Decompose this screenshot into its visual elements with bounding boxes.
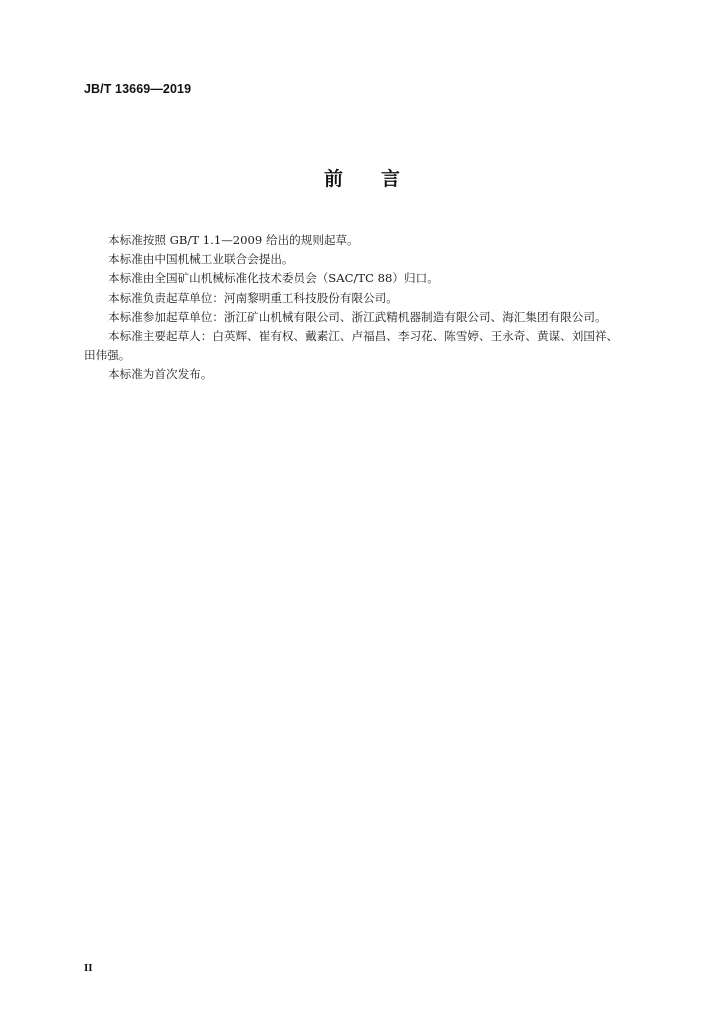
page-title (0, 164, 724, 191)
title-char-1: 前 (323, 168, 343, 190)
paragraph-first-release: 本标准为首次发布。 (108, 367, 213, 382)
paragraph-centralized-by: 本标准由全国矿山机械标准化技术委员会（SAC/TC 88）归口。 (108, 271, 439, 286)
paragraph-participating-drafters: 本标准参加起草单位：浙江矿山机械有限公司、浙江武精机器制造有限公司、海汇集团有限公司。 (108, 309, 607, 324)
foreword-body (84, 231, 660, 385)
page-number: II (84, 962, 93, 974)
main-drafters-continuation (84, 346, 660, 365)
paragraph-responsible-drafter: 本标准负责起草单位：河南黎明重工科技股份有限公司。 (108, 290, 398, 305)
title-char-2: 言 (381, 168, 401, 190)
paragraph-drafting-rules: 本标准按照 GB/T 1.1—2009 给出的规则起草。 (108, 233, 359, 247)
paragraph-proposer: 本标准由中国机械工业联合会提出。 (108, 252, 294, 267)
standard-code-header: JB/T 13669—2019 (84, 82, 192, 96)
main-drafters-line-2: 田伟强。 (84, 348, 131, 363)
paragraph-main-drafters (84, 327, 660, 346)
main-drafters-line-1: 本标准主要起草人：白英辉、崔有权、戴素江、卢福昌、李习花、陈雪婷、王永奇、黄谋、刘国祥、 (108, 329, 619, 344)
